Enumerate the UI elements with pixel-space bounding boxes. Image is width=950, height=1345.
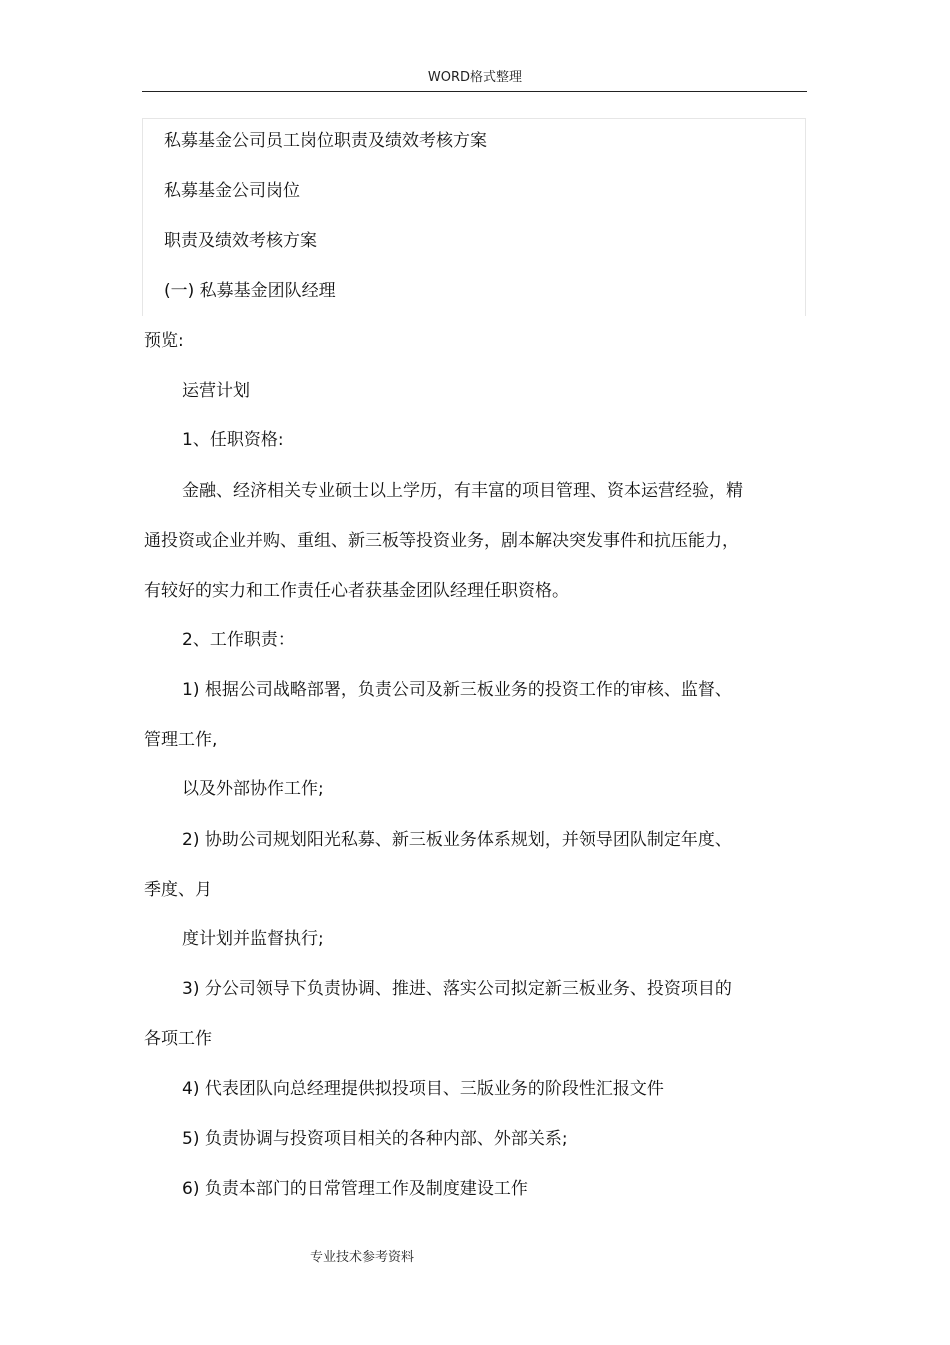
body-line: 各项工作: [144, 1029, 212, 1049]
body-line: 金融、经济相关专业硕士以上学历，有丰富的项目管理、资本运营经验，精: [182, 481, 743, 501]
subtitle-line-1: 私募基金公司岗位: [164, 181, 300, 201]
header-divider: [142, 91, 807, 92]
body-line: 以及外部协作工作;: [182, 779, 324, 799]
body-line: 季度、月: [144, 880, 212, 900]
body-line: 通投资或企业并购、重组、新三板等投资业务，剧本解决突发事件和抗压能力，: [144, 531, 739, 551]
section-heading: (一) 私募基金团队经理: [164, 281, 336, 301]
body-line: 预览:: [144, 331, 184, 351]
body-line: 2) 协助公司规划阳光私募、新三板业务体系规划，并领导团队制定年度、: [182, 830, 732, 850]
page-header: WORD格式整理: [427, 70, 523, 85]
body-line: 管理工作,: [144, 730, 218, 750]
body-line: 1) 根据公司战略部署，负责公司及新三板业务的投资工作的审核、监督、: [182, 680, 732, 700]
subtitle-line-2: 职责及绩效考核方案: [164, 231, 317, 251]
body-line: 1、任职资格:: [182, 430, 284, 450]
body-line: 2、工作职责：: [182, 630, 295, 650]
body-line: 3) 分公司领导下负责协调、推进、落实公司拟定新三板业务、投资项目的: [182, 979, 732, 999]
body-line: 有较好的实力和工作责任心者获基金团队经理任职资格。: [144, 581, 569, 601]
body-line: 5) 负责协调与投资项目相关的各种内部、外部关系;: [182, 1129, 568, 1149]
body-line: 运营计划: [182, 381, 250, 401]
document-title: 私募基金公司员工岗位职责及绩效考核方案: [164, 131, 487, 151]
page-footer: 专业技术参考资料: [310, 1250, 415, 1265]
body-line: 度计划并监督执行;: [182, 929, 324, 949]
body-line: 4) 代表团队向总经理提供拟投项目、三版业务的阶段性汇报文件: [182, 1079, 664, 1099]
body-line: 6) 负责本部门的日常管理工作及制度建设工作: [182, 1179, 528, 1199]
